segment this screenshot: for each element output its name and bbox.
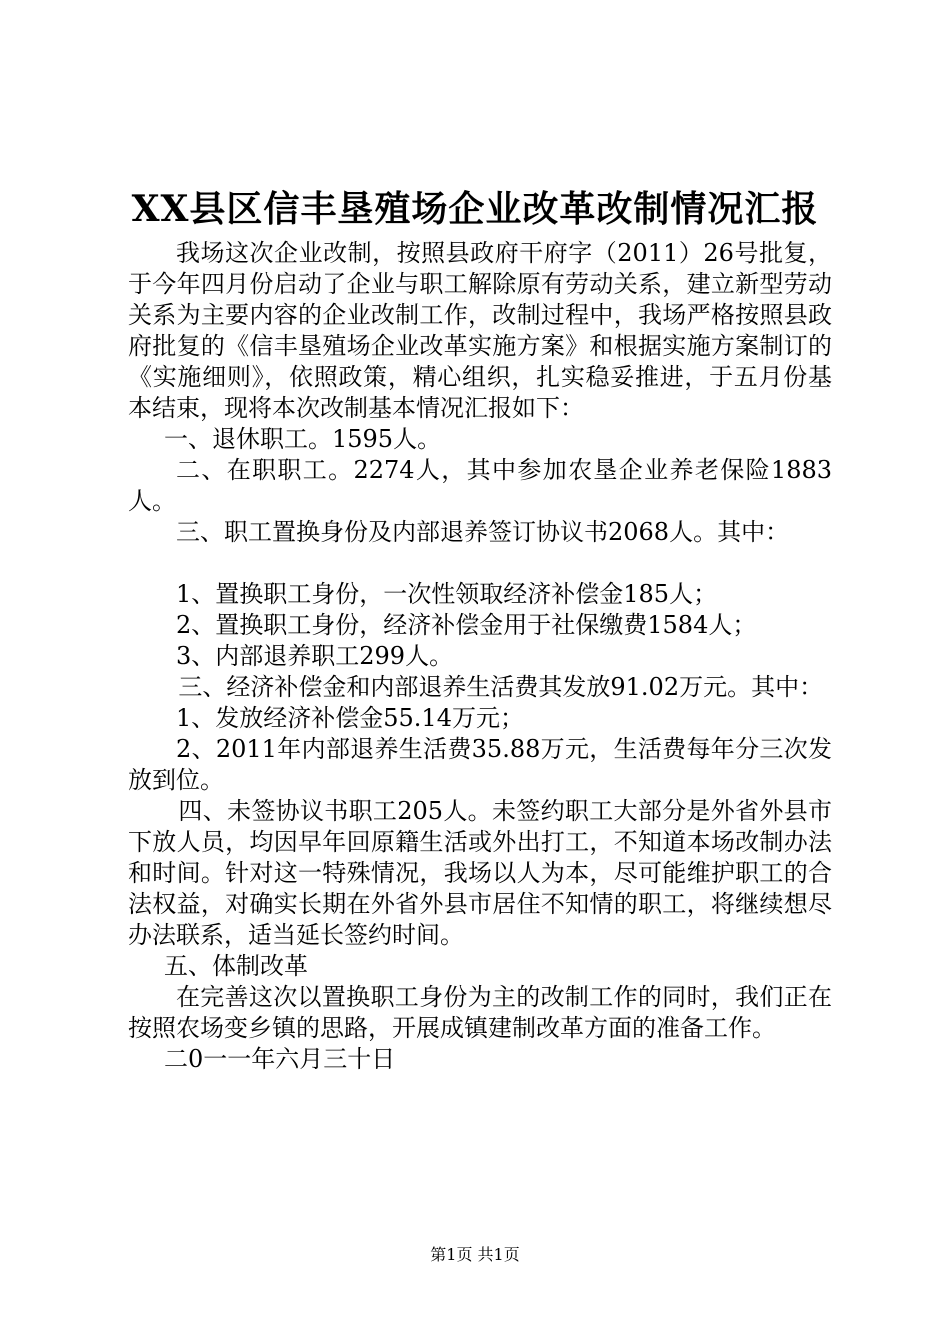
list-item-compensation-1: 1、发放经济补偿金55.14万元； xyxy=(176,704,524,732)
list-item-agreement-2: 2、置换职工身份，经济补偿金用于社保缴费1584人； xyxy=(176,611,757,639)
list-item-agreement-1: 1、置换职工身份，一次性领取经济补偿金185人； xyxy=(176,580,718,608)
document-body xyxy=(128,238,832,1075)
spacer xyxy=(128,548,832,579)
paragraph-intro: 我场这次企业改制，按照县政府干府字（2011）26号批复，于今年四月份启动了企业与职工解除原有劳动关系，建立新型劳动关系为主要内容的企业改制工作，改制过程中，我场严格按照县政府批复的《信丰垦殖场企业改革实施方案》和根据实施方案制订的《实施细则》，依照政策，精心组织，扎实稳妥推进，于五月份基本结束，现将本次改制基本情况汇报如下： xyxy=(128,239,832,422)
paragraph-system-reform: 在完善这次以置换职工身份为主的改制工作的同时，我们正在按照农场变乡镇的思路，开展成镇建制改革方面的准备工作。 xyxy=(128,983,832,1042)
paragraph-employed: 二、在职职工。2274人，其中参加农垦企业养老保险1883人。 xyxy=(128,456,832,515)
document-date: 二0一一年六月三十日 xyxy=(164,1045,396,1073)
page-footer: 第1页 共1页 xyxy=(430,1245,520,1264)
paragraph-agreements: 三、职工置换身份及内部退养签订协议书2068人。其中： xyxy=(176,518,790,546)
document-title: XX县区信丰垦殖场企业改革改制情况汇报 xyxy=(131,188,819,230)
paragraph-retired: 一、退休职工。1595人。 xyxy=(164,425,442,453)
paragraph-unsigned: 四、未签协议书职工205人。未签约职工大部分是外省外县市下放人员，均因早年回原籍生活或外出打工，不知道本场改制办法和时间。针对这一特殊情况，我场以人为本，尽可能维护职工的合法权益，对确实长期在外省外县市居住不知情的职工，将继续想尽办法联系，适当延长签约时间。 xyxy=(128,797,832,949)
list-item-compensation-2: 2、2011年内部退养生活费35.88万元，生活费每年分三次发放到位。 xyxy=(128,735,832,794)
paragraph-system-reform-heading: 五、体制改革 xyxy=(164,952,308,980)
paragraph-compensation: 三、经济补偿金和内部退养生活费其发放91.02万元。其中： xyxy=(178,673,824,701)
list-item-agreement-3: 3、内部退养职工299人。 xyxy=(176,642,454,670)
